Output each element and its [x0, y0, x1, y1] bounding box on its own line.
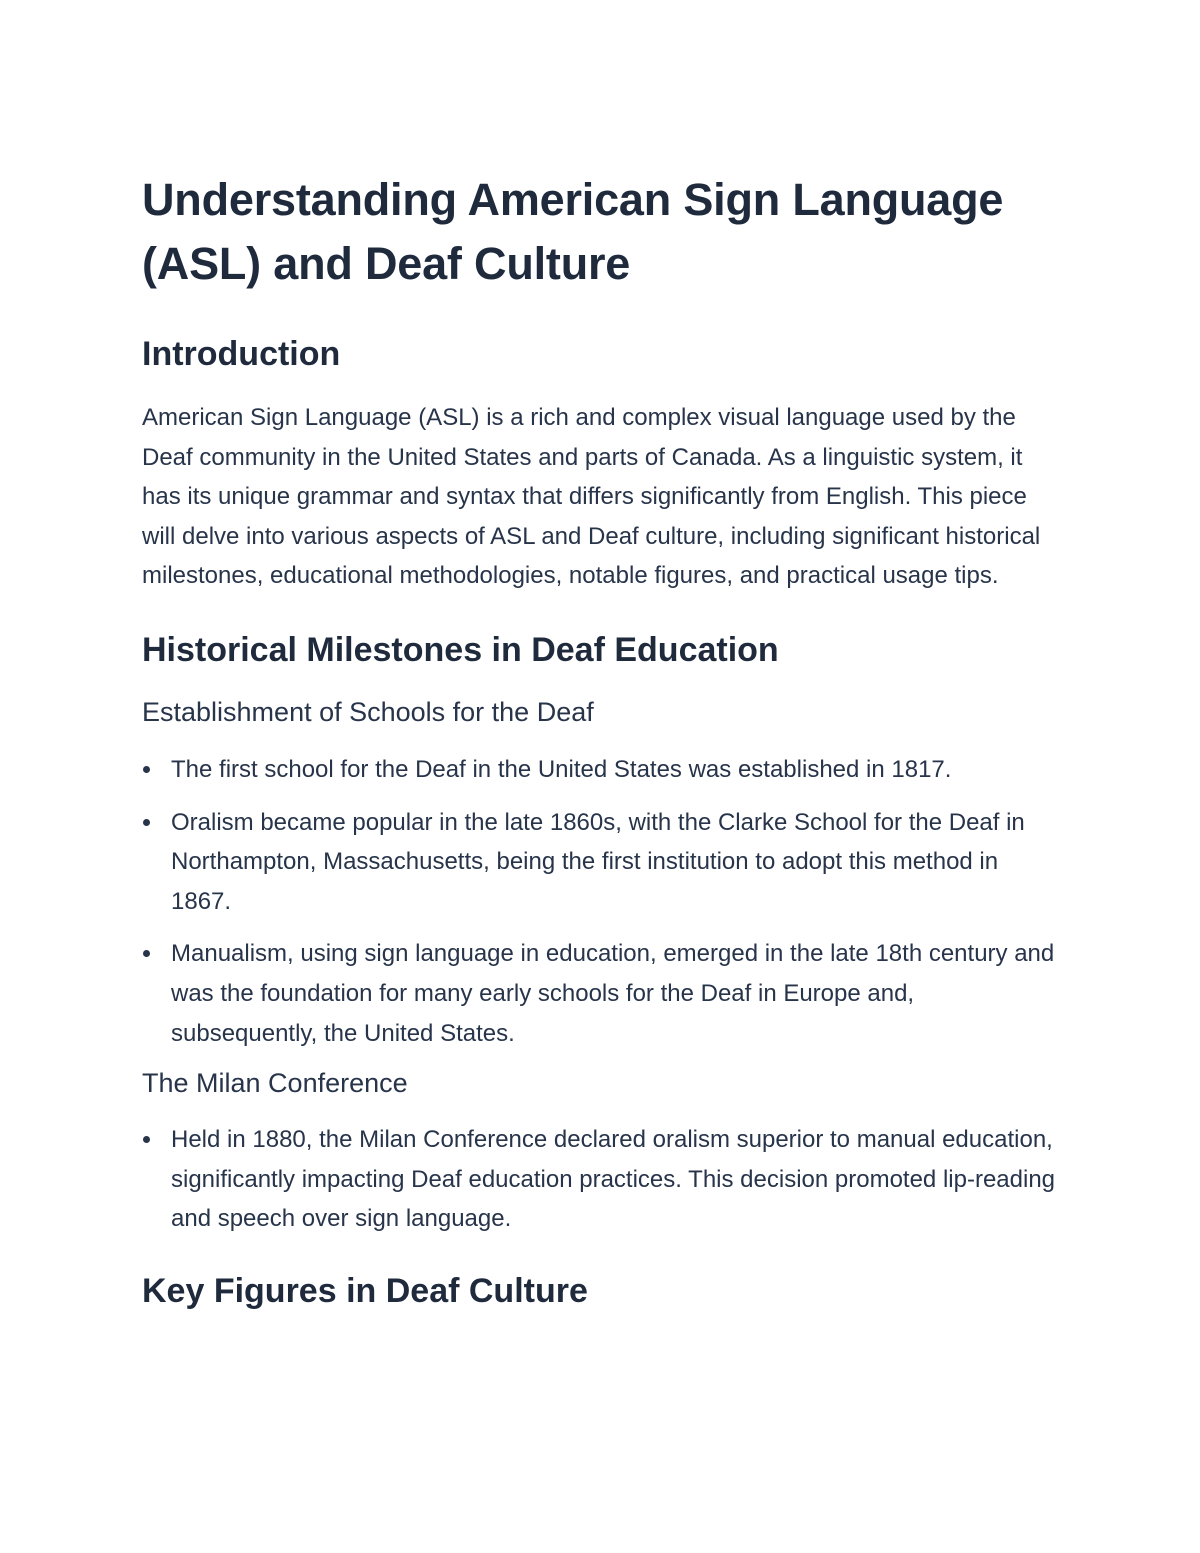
list-item-text: Manualism, using sign language in education, emerged in the late 18th century and was the foundation for many early schools for the Deaf in Europe and, subsequently, the United States.: [171, 940, 1055, 1047]
list-item: [142, 803, 1062, 922]
schools-subheading: Establishment of Schools for the Deaf: [142, 696, 594, 727]
document-page: [142, 168, 1062, 1313]
bullet-icon: [143, 1136, 150, 1143]
milan-list: [142, 1120, 1062, 1239]
list-item: [142, 1120, 1062, 1239]
figures-heading: Key Figures in Deaf Culture: [142, 1271, 588, 1310]
schools-list: [142, 750, 1062, 1053]
bullet-icon: [143, 766, 150, 773]
list-item: [142, 750, 1062, 790]
milan-subheading: The Milan Conference: [142, 1068, 408, 1099]
list-item: [142, 934, 1062, 1053]
list-item-text: Held in 1880, the Milan Conference declared oralism superior to manual education, significantly impacting Deaf education practices. This decision promoted lip-reading and speech over sign language.: [171, 1126, 1056, 1233]
document-title: Understanding American Sign Language (ASL) and Deaf Culture: [142, 174, 1004, 289]
introduction-section: [142, 332, 1062, 596]
bullet-icon: [143, 819, 150, 826]
bullet-icon: [143, 950, 150, 957]
history-heading: Historical Milestones in Deaf Education: [142, 630, 779, 669]
list-item-text: Oralism became popular in the late 1860s, with the Clarke School for the Deaf in Northampton, Massachusetts, being the first institution to adopt this method in 1867.: [171, 808, 1025, 915]
history-section: [142, 628, 1062, 1239]
figures-section: [142, 1269, 1062, 1313]
introduction-heading: Introduction: [142, 335, 341, 373]
list-item-text: The first school for the Deaf in the United States was established in 1817.: [171, 755, 952, 783]
introduction-paragraph: American Sign Language (ASL) is a rich and complex visual language used by the Deaf community in the United States and parts of Canada. As a linguistic system, it has its unique grammar and syntax that differs significantly from English. This piece will delve into various aspects of ASL and Deaf culture, including significant historical milestones, educational methodologies, notable figures, and practical usage tips.: [142, 404, 1041, 590]
